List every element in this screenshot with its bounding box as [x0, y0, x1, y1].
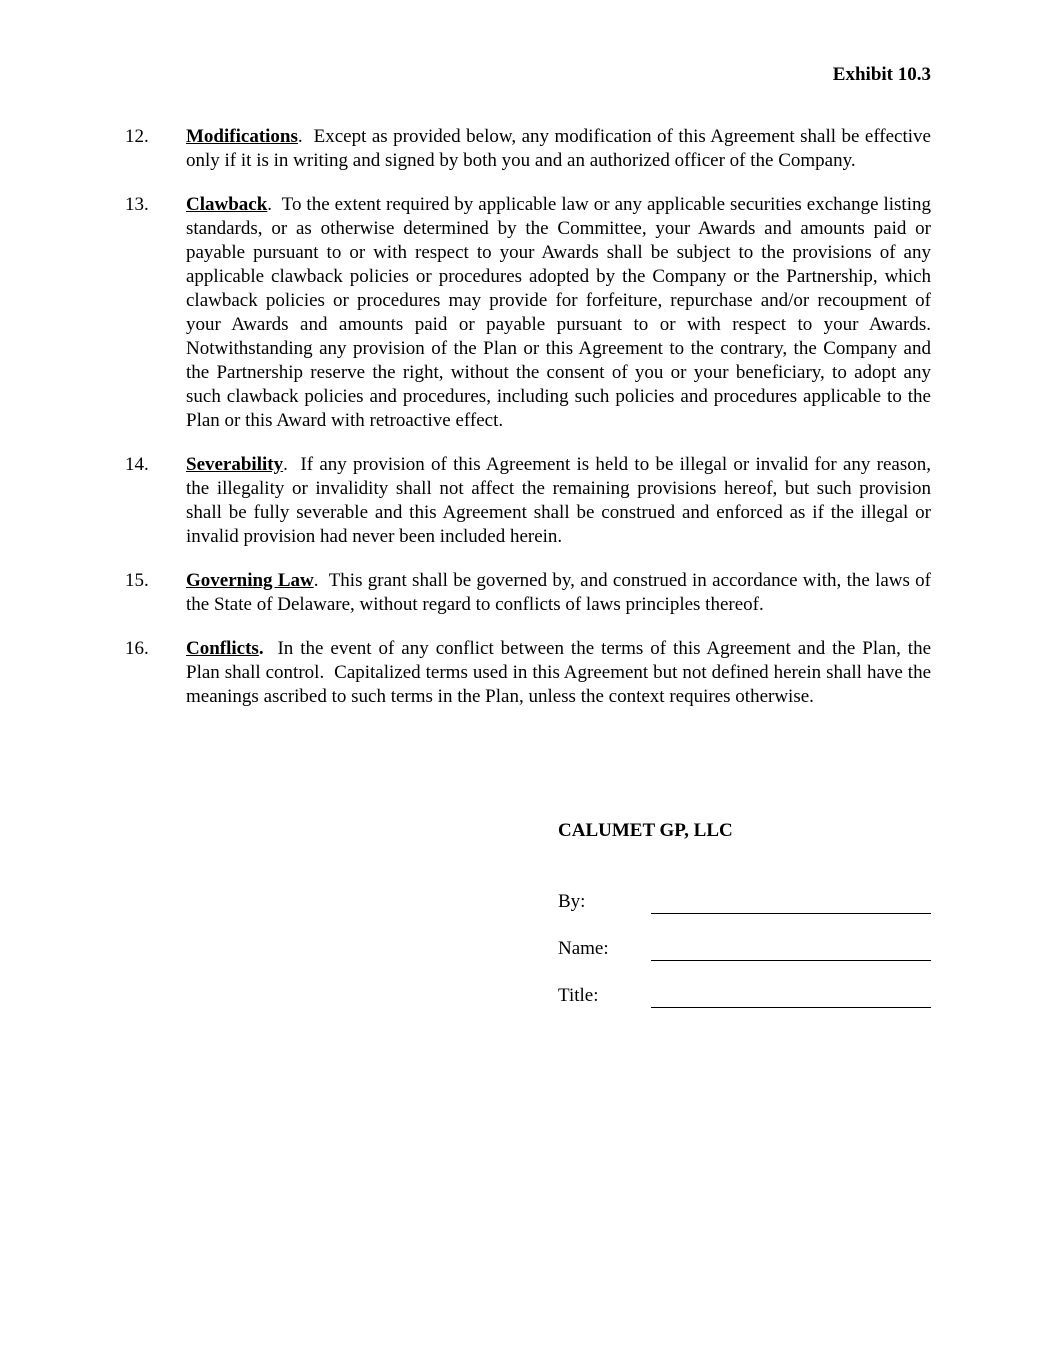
signature-row-by — [558, 890, 931, 914]
section-governing-law — [125, 569, 936, 617]
signature-label: By: — [558, 891, 586, 912]
section-conflicts — [125, 637, 936, 709]
exhibit-label: Exhibit 10.3 — [832, 64, 931, 85]
section-number: 13. — [125, 194, 149, 215]
section-body — [186, 193, 936, 433]
section-modifications — [125, 125, 936, 173]
section-text: Except as provided below, any modification of this Agreement shall be effective only if it is in writing and signed by both you and an authorized officer of the Company. — [186, 126, 936, 171]
section-body — [186, 125, 936, 173]
signature-row-name — [558, 937, 931, 961]
company-name: CALUMET GP, LLC — [558, 820, 733, 841]
section-text: This grant shall be governed by, and construed in accordance with, the laws of the State of Delaware, without regard to conflicts of laws principles thereof. — [186, 570, 936, 615]
section-heading-suffix: . — [258, 638, 264, 659]
section-heading: Severability — [186, 454, 284, 475]
section-severability — [125, 453, 936, 549]
section-number: 16. — [125, 638, 149, 659]
section-heading: Conflicts — [186, 638, 259, 659]
section-heading-suffix: . — [283, 454, 288, 475]
signature-label: Title: — [558, 985, 599, 1006]
section-heading: Modifications — [186, 126, 298, 147]
section-heading: Governing Law — [186, 570, 314, 591]
signature-label: Name: — [558, 938, 609, 959]
section-number: 14. — [125, 454, 149, 475]
signature-line — [651, 987, 931, 1008]
section-clawback — [125, 193, 936, 433]
section-number: 15. — [125, 570, 149, 591]
section-number: 12. — [125, 126, 149, 147]
signature-line — [651, 940, 931, 961]
section-text: If any provision of this Agreement is held to be illegal or invalid for any reason, the illegality or invalidity shall not affect the remaining provisions hereof, but such provision shall be fully severable and this Agreement shall be construed and enforced as if the illegal or invalid provision had never been included herein. — [186, 454, 936, 547]
section-heading-suffix: . — [297, 126, 303, 147]
signature-block — [558, 819, 931, 1031]
section-body — [186, 569, 936, 617]
agreement-sections — [125, 125, 936, 729]
section-text: In the event of any conflict between the terms of this Agreement and the Plan, the Plan shall control. Capitalized terms used in this Agreement but not defined herein shall have the meanings ascribed to such terms in the Plan, unless the context requires otherwise. — [186, 638, 936, 707]
section-body — [186, 637, 936, 709]
section-heading: Clawback — [186, 194, 268, 215]
signature-line — [651, 893, 931, 914]
section-text: To the extent required by applicable law or any applicable securities exchange listing standards, or as otherwise determined by the Committee, your Awards and amounts paid or payable pursuant to or with respect to your Awards shall be subject to the provisions of any applicable clawback policies or procedures adopted by the Company or the Partnership, which clawback policies or procedures may provide for forfeiture, repurchase and/or recoupment of your Awards and amounts paid or payable pursuant to or with respect to your Awards. Notwithstanding any provision of the Plan or this Agreement to the contrary, the Company and the Partnership reserve the right, without the consent of you or your beneficiary, to adopt any such clawback policies and procedures, including such policies and procedures applicable to the Plan or this Award with retroactive effect. — [186, 194, 936, 431]
section-heading-suffix: . — [267, 194, 273, 215]
section-body — [186, 453, 936, 549]
signature-row-title — [558, 984, 931, 1008]
section-heading-suffix: . — [313, 570, 319, 591]
